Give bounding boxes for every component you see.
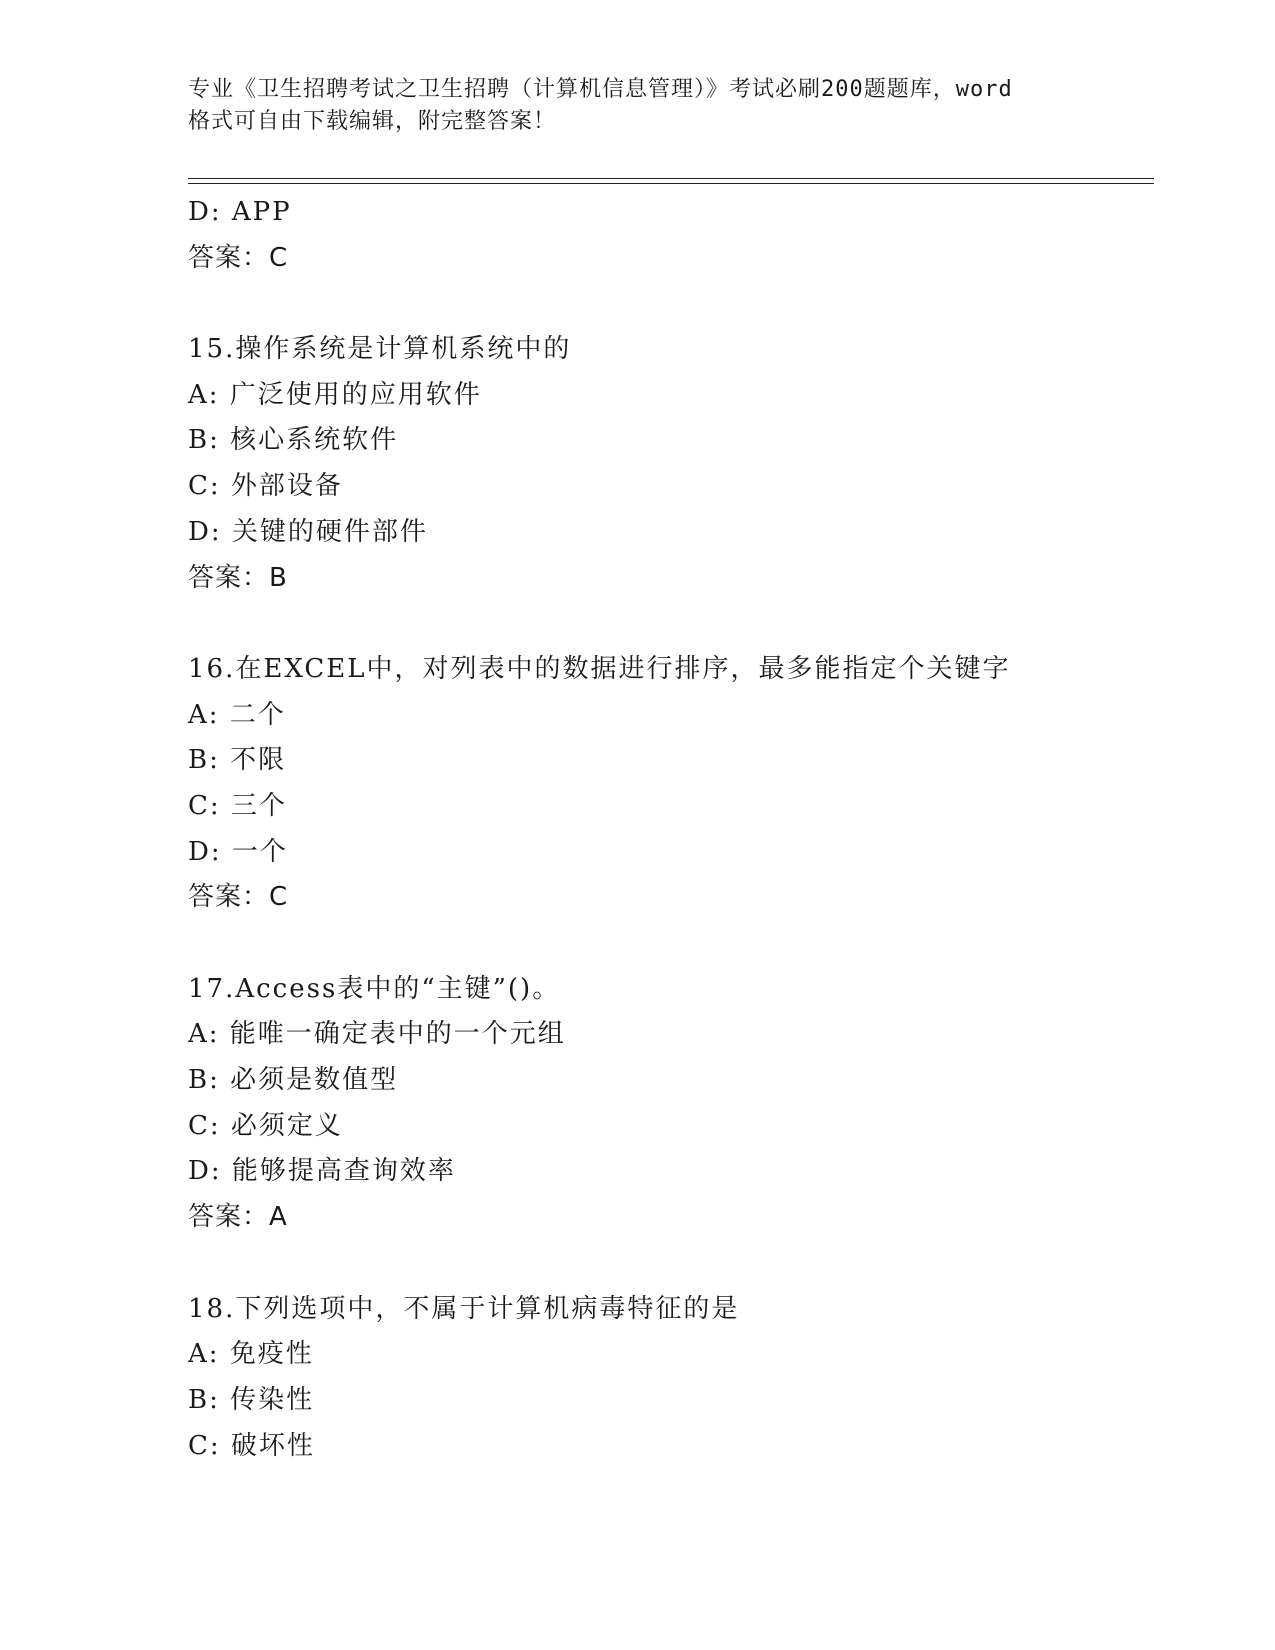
question-text: 16.在EXCEL中，对列表中的数据进行排序，最多能指定个关键字 <box>188 653 1011 684</box>
option-d: D: 能够提高查询效率 <box>188 1156 456 1187</box>
answer-line: 答案：C <box>188 882 289 913</box>
spacer <box>188 281 1168 327</box>
option-a: A: 能唯一确定表中的一个元组 <box>188 1019 566 1050</box>
option-a: A: 免疫性 <box>188 1339 314 1370</box>
document-header <box>188 74 1088 138</box>
question-18 <box>188 1287 1168 1470</box>
question-17 <box>188 967 1168 1241</box>
answer-line: 答案：A <box>188 1202 288 1233</box>
option-a: A: 二个 <box>188 699 286 730</box>
spacer <box>188 1241 1168 1287</box>
option-a: A: 广泛使用的应用软件 <box>188 379 482 410</box>
option-b: B: 传染性 <box>188 1384 315 1415</box>
answer-line: 答案：B <box>188 562 288 593</box>
option-d: D: 一个 <box>188 836 288 867</box>
question-text: 15.操作系统是计算机系统中的 <box>188 334 572 365</box>
question-text: 18.下列选项中，不属于计算机病毒特征的是 <box>188 1293 740 1324</box>
question-16 <box>188 647 1168 921</box>
option-d: D: 关键的硬件部件 <box>188 516 428 547</box>
option-c: C: 必须定义 <box>188 1110 343 1141</box>
header-title-line-2: 格式可自由下载编辑，附完整答案！ <box>188 109 557 134</box>
question-15 <box>188 327 1168 601</box>
option-b: B: 必须是数值型 <box>188 1065 399 1096</box>
spacer <box>188 601 1168 647</box>
question-list <box>188 190 1168 1469</box>
option-c: C: 三个 <box>188 790 287 821</box>
header-divider-bottom <box>188 183 1154 184</box>
question-text: 17.Access表中的“主键”()。 <box>188 973 561 1004</box>
option-d: D: APP <box>188 197 292 227</box>
option-c: C: 破坏性 <box>188 1430 315 1461</box>
option-b: B: 不限 <box>188 745 287 776</box>
spacer <box>188 921 1168 967</box>
answer-line: 答案：C <box>188 242 289 273</box>
header-title-line-1: 专业《卫生招聘考试之卫生招聘（计算机信息管理）》考试必刷200题题库，word <box>188 77 1013 102</box>
option-b: B: 核心系统软件 <box>188 425 399 456</box>
header-divider-top <box>188 178 1154 179</box>
option-c: C: 外部设备 <box>188 471 343 502</box>
